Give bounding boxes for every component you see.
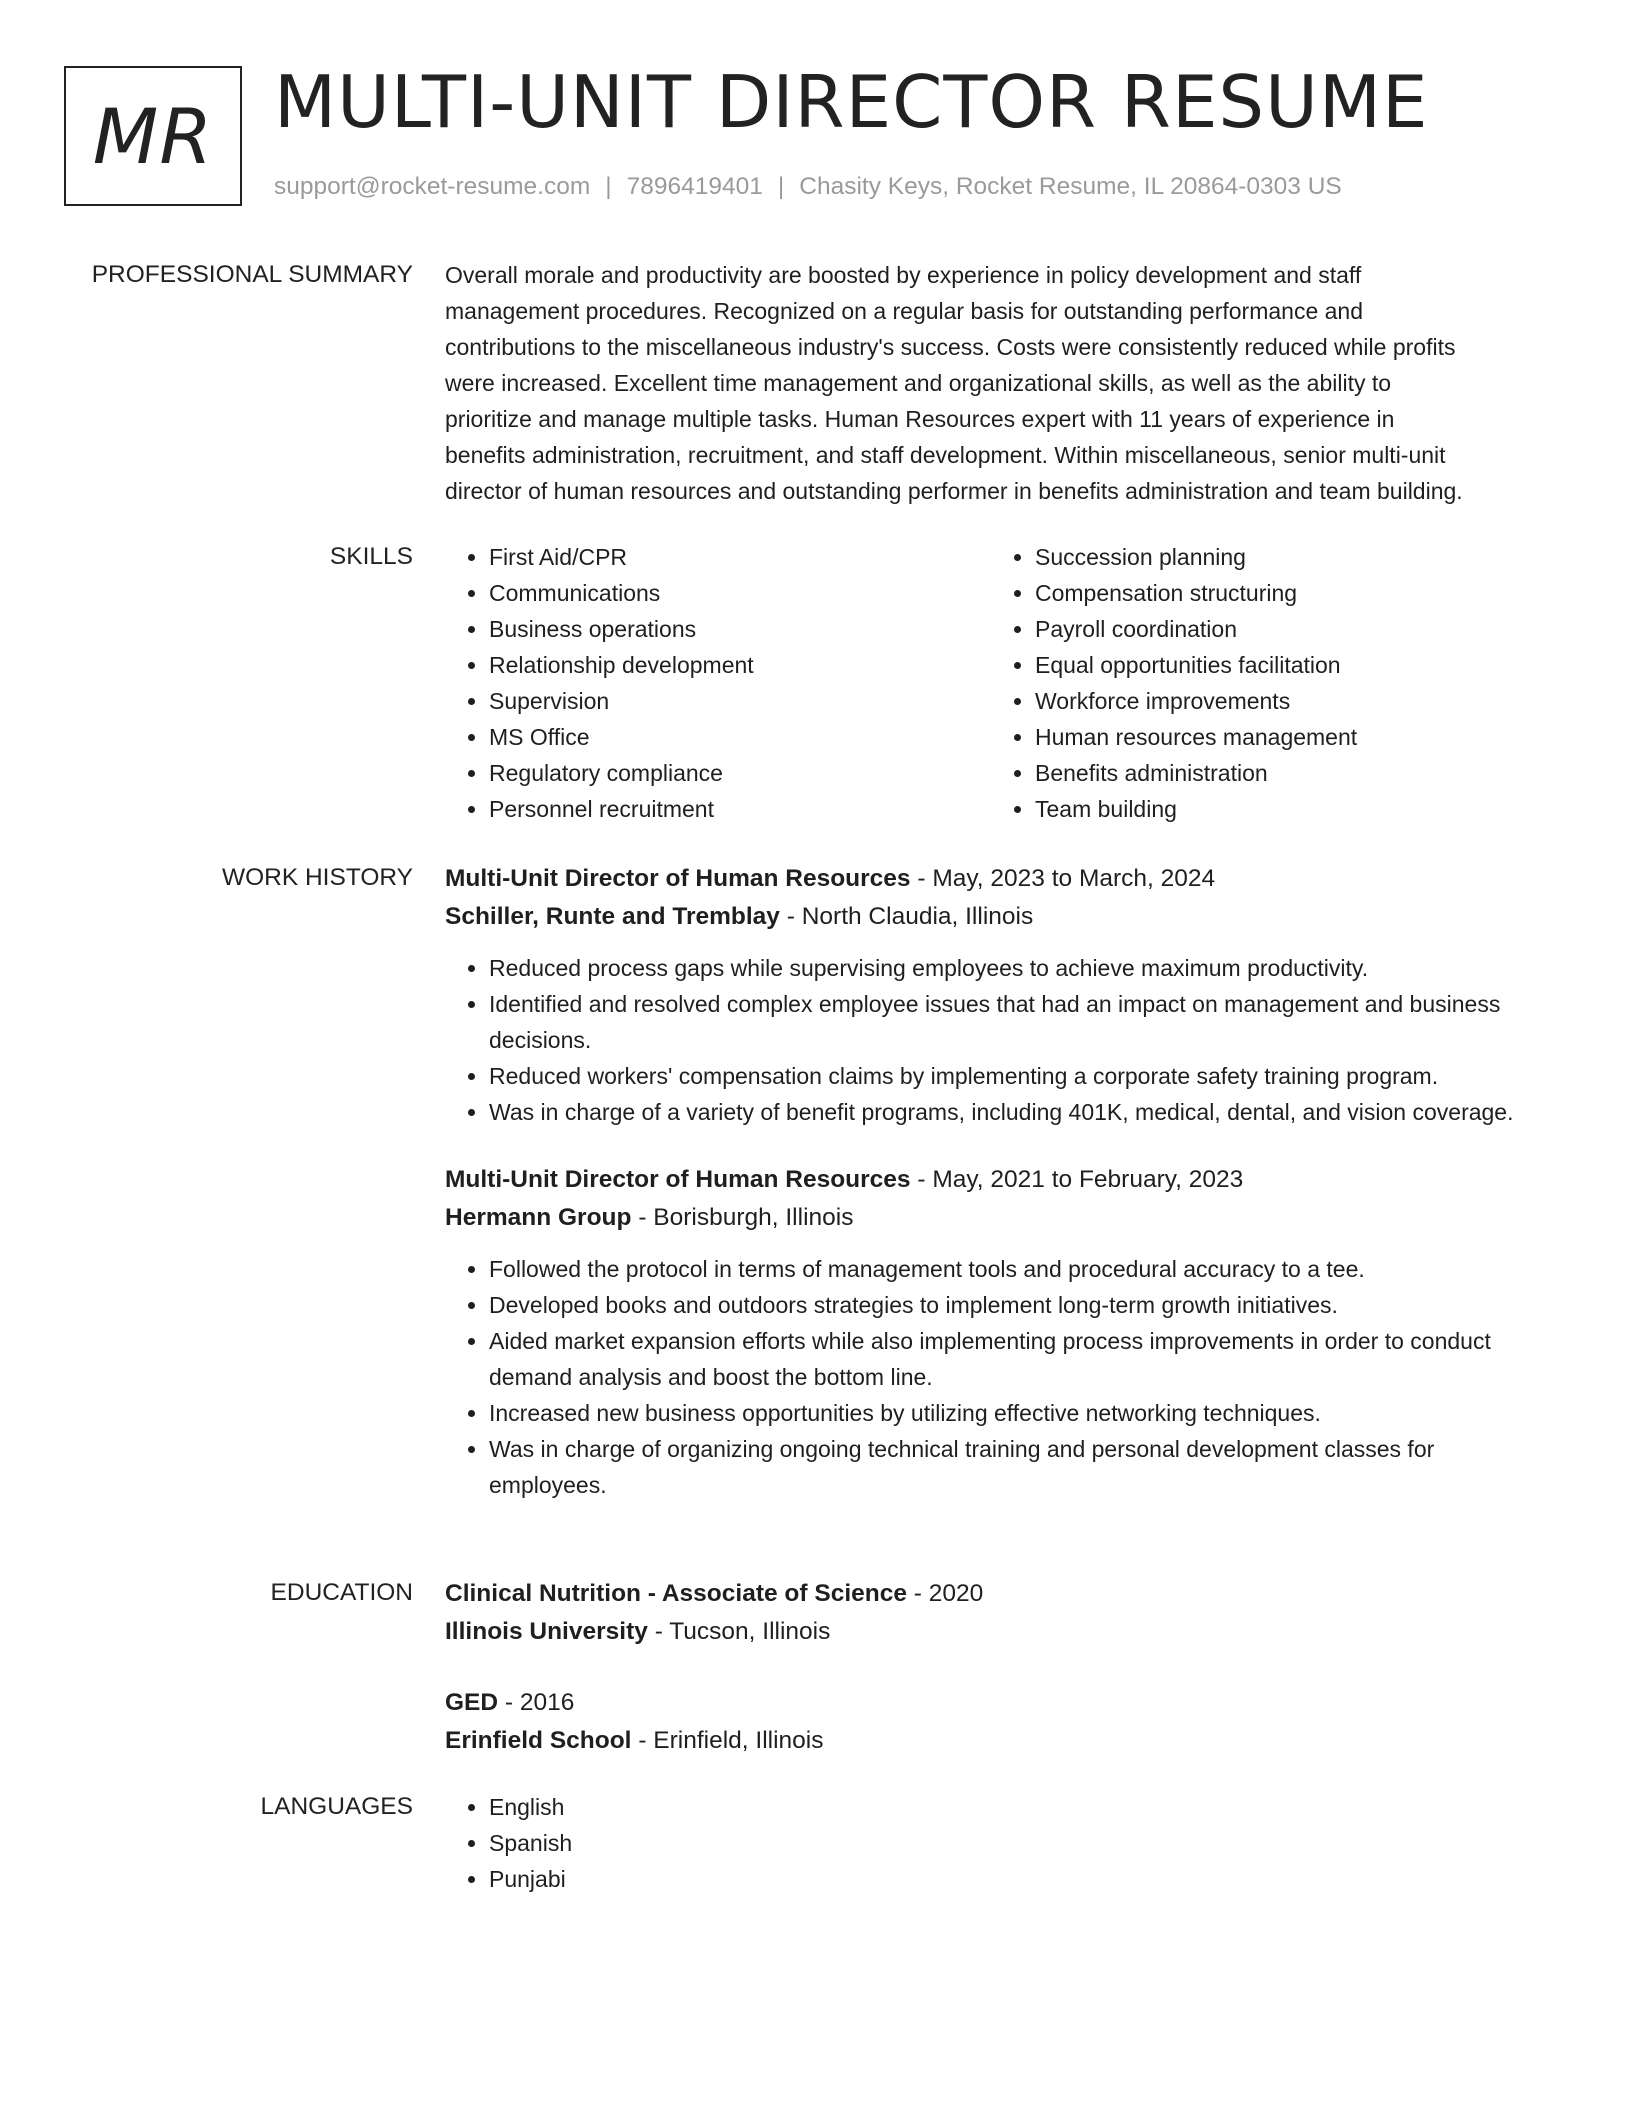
company-location: - North Claudia, Illinois [786,903,1034,930]
job-employer [445,1199,1555,1237]
skill-item: • Payroll coordination [1035,611,1555,647]
skill-item: • MS Office [489,719,1009,755]
skills-list-right [991,539,1555,827]
job-bullet: • Identified and resolved complex employee issues that had an impact on management and business decisions. [489,986,1555,1058]
section-label-education: EDUCATION [270,1579,413,1606]
skill-item: • Personnel recruitment [489,791,1009,827]
job-bullet: • Aided market expansion efforts while also implementing process improvements in order to conduct demand analysis and boost the bottom line. [489,1323,1555,1395]
contact-line [274,173,1342,201]
job-bullet: • Reduced process gaps while supervising employees to achieve maximum productivity. [489,950,1555,986]
summary-text [445,257,1555,509]
school-name: Erinfield School [445,1727,632,1754]
resume-title: MULTI-UNIT DIRECTOR RESUME [274,60,1429,144]
skills-list-left [445,539,1009,827]
skills-body [445,539,1555,829]
job-employer [445,898,1555,936]
school-location: - Erinfield, Illinois [638,1727,824,1754]
job-bullet: • Followed the protocol in terms of management tools and procedural accuracy to a tee. [489,1251,1555,1287]
skill-item: • Compensation structuring [1035,575,1555,611]
section-label-summary: PROFESSIONAL SUMMARY [91,261,413,288]
school-name: Illinois University [445,1618,648,1645]
job-bullet: • Was in charge of a variety of benefit programs, including 401K, medical, dental, and vision coverage. [489,1094,1555,1130]
degree-name: GED [445,1689,499,1716]
language-item: • Punjabi [489,1861,1555,1897]
contact-email[interactable]: support@rocket-resume.com [274,173,591,200]
skill-item: • Equal opportunities facilitation [1035,647,1555,683]
skill-item: • Regulatory compliance [489,755,1009,791]
degree-line [445,1575,1555,1613]
job-entry [445,860,1555,1130]
job-bullets [445,950,1555,1130]
education-body [445,1575,1555,1760]
languages-list [445,1789,1555,1897]
degree-name: Clinical Nutrition - Associate of Science [445,1580,907,1607]
degree-line [445,1684,1555,1722]
skill-item: • Workforce improvements [1035,683,1555,719]
skill-item: • Team building [1035,791,1555,827]
contact-separator: | [605,173,612,200]
degree-year: - 2016 [504,1689,575,1716]
job-heading [445,1161,1555,1199]
contact-address: Chasity Keys, Rocket Resume, IL 20864-0303 US [799,173,1342,200]
education-entry [445,1684,1555,1760]
summary-line: prioritize and manage multiple tasks. Human Resources expert with 11 years of experience in [445,406,1395,432]
contact-separator: | [777,173,785,200]
education-entry [445,1575,1555,1651]
monogram-logo: MR [64,66,242,206]
company-name: Schiller, Runte and Tremblay [445,903,780,930]
company-name: Hermann Group [445,1204,632,1231]
skill-item: • Business operations [489,611,1009,647]
section-label-skills: SKILLS [329,543,413,570]
contact-phone: 7896419401 [626,173,763,200]
job-title: Multi-Unit Director of Human Resources [445,865,911,892]
job-bullet: • Was in charge of organizing ongoing technical training and personal development classes for employees. [489,1431,1555,1503]
school-line [445,1722,1555,1760]
school-location: - Tucson, Illinois [654,1618,831,1645]
work-history-body [445,860,1555,1503]
job-bullet: • Increased new business opportunities by utilizing effective networking techniques. [489,1395,1555,1431]
company-location: - Borisburgh, Illinois [638,1204,854,1231]
summary-line: contributions to the miscellaneous industry's success. Costs were consistently reduced while profits [445,334,1456,360]
job-bullet: • Reduced workers' compensation claims by implementing a corporate safety training program. [489,1058,1555,1094]
job-bullet: • Developed books and outdoors strategies to implement long-term growth initiatives. [489,1287,1555,1323]
job-bullets [445,1251,1555,1503]
degree-year: - 2020 [913,1580,984,1607]
skill-item: • Succession planning [1035,539,1555,575]
summary-line: were increased. Excellent time management and organizational skills, as well as the ability to [445,370,1392,396]
job-title: Multi-Unit Director of Human Resources [445,1166,911,1193]
language-item: • Spanish [489,1825,1555,1861]
job-heading [445,860,1555,898]
skill-item: • First Aid/CPR [489,539,1009,575]
skill-item: • Supervision [489,683,1009,719]
summary-line: benefits administration, recruitment, and staff development. Within miscellaneous, senior multi-unit [445,442,1446,468]
job-dates: - May, 2023 to March, 2024 [917,865,1216,892]
skill-item: • Communications [489,575,1009,611]
skill-item: • Relationship development [489,647,1009,683]
section-label-work-history: WORK HISTORY [221,864,413,891]
summary-line: management procedures. Recognized on a regular basis for outstanding performance and [445,298,1364,324]
skill-item: • Human resources management [1035,719,1555,755]
job-dates: - May, 2021 to February, 2023 [917,1166,1244,1193]
section-label-languages: LANGUAGES [260,1793,413,1820]
summary-line: Overall morale and productivity are boosted by experience in policy development and staff [445,262,1362,288]
languages-body [445,1789,1555,1897]
language-item: • English [489,1789,1555,1825]
school-line [445,1613,1555,1651]
job-entry [445,1161,1555,1503]
summary-line: director of human resources and outstanding performer in benefits administration and team building. [445,478,1463,504]
skill-item: • Benefits administration [1035,755,1555,791]
